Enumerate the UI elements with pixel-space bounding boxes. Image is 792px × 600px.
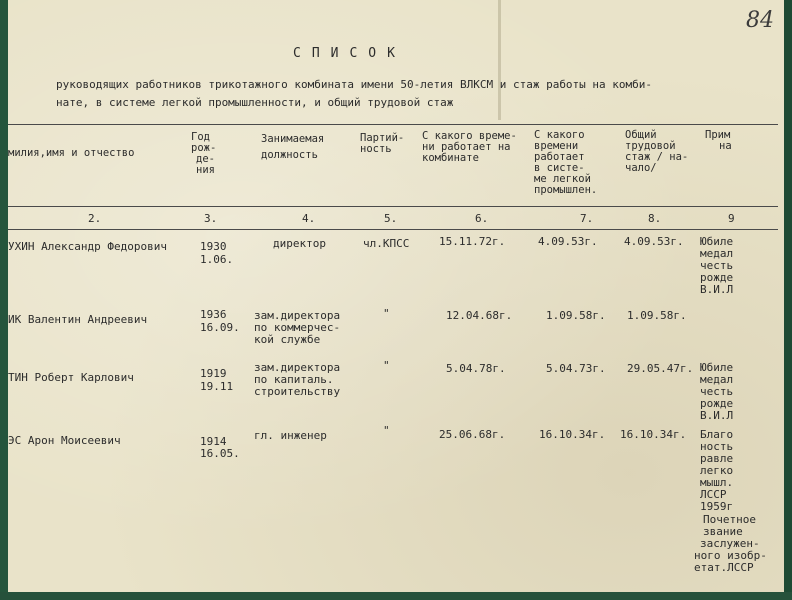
row-total: 1.09.58г. (627, 309, 687, 322)
header-at-plant-1: С какого време- (422, 130, 517, 142)
row-position-2: по капиталь. (254, 373, 334, 386)
column-number-6: 6. (475, 212, 489, 225)
row-note-5: мышл. (700, 476, 734, 489)
header-total-4: чало/ (625, 162, 657, 174)
row-total: 29.05.47г. (627, 362, 694, 375)
row-in-industry: 1.09.58г. (546, 309, 606, 322)
header-industry-3: работает (534, 151, 585, 163)
header-born-2: рож- (191, 142, 217, 154)
row-born-year: 1936 (200, 308, 227, 321)
row-note-7: 1959г (700, 500, 734, 513)
row-note-11: ного изобр- (694, 549, 767, 562)
row-name: ТИН Роберт Карлович (8, 371, 134, 384)
row-note-2: медал (700, 373, 734, 386)
row-total: 4.09.53г. (624, 235, 684, 248)
row-note-2: ность (700, 440, 734, 453)
row-position-2: по коммерчес- (254, 321, 341, 334)
row-born-year: 1914 (200, 435, 227, 448)
column-number-2: 2. (88, 212, 102, 225)
row-born-day: 16.09. (200, 321, 240, 334)
row-note-4: рожде (700, 271, 734, 284)
header-industry-6: промышлен. (534, 184, 598, 196)
row-party: чл.КПСС (363, 237, 410, 250)
row-note-1: Юбиле (700, 361, 734, 374)
row-born-year: 1919 (200, 367, 227, 380)
row-note-4: рожде (700, 397, 734, 410)
row-note-8: Почетное (703, 513, 756, 526)
header-born-3: де- (196, 153, 215, 165)
row-in-industry: 4.09.53г. (538, 235, 598, 248)
column-number-7: 7. (580, 212, 594, 225)
row-born-day: 16.05. (200, 447, 240, 460)
column-number-8: 8. (648, 212, 662, 225)
row-name: ЭС Арон Моисеевич (8, 434, 121, 447)
header-total-2: трудовой (625, 140, 676, 152)
row-name: УХИН Александр Федорович (8, 240, 167, 253)
row-position-1: зам.директора (254, 309, 341, 322)
row-position: гл. инженер (254, 429, 327, 442)
header-party-2: ность (360, 143, 392, 155)
scan-border-right (784, 0, 792, 600)
table-header-rule (8, 206, 778, 207)
row-position-3: строительству (254, 385, 341, 398)
row-born-day: 19.11 (200, 380, 234, 393)
row-party: " (383, 307, 390, 320)
header-position-1: Занимаемая (261, 133, 325, 145)
row-name: ИК Валентин Андреевич (8, 313, 148, 326)
header-industry-5: ме легкой (534, 173, 591, 185)
header-party-1: Партий- (360, 132, 405, 144)
row-at-plant: 12.04.68г. (446, 309, 513, 322)
page-number: 84 (746, 8, 774, 33)
header-at-plant-2: ни работает на (422, 141, 511, 153)
row-note-3: честь (700, 385, 734, 398)
header-industry-2: времени (534, 140, 579, 152)
document-subtitle-line2: нате, в системе легкой промышленности, и общий трудовой стаж (56, 96, 454, 109)
row-at-plant: 15.11.72г. (439, 235, 506, 248)
row-note-6: ЛССР (700, 488, 727, 501)
header-industry-1: С какого (534, 129, 585, 141)
header-born-4: ния (196, 164, 215, 176)
row-in-industry: 5.04.73г. (546, 362, 606, 375)
row-note-2: медал (700, 247, 734, 260)
document-subtitle-line1: руководящих работников трикотажного комбината имени 50-летия ВЛКСМ и стаж работы на комби- (56, 78, 653, 91)
header-total-3: стаж / на- (625, 151, 689, 163)
row-at-plant: 5.04.78г. (446, 362, 506, 375)
row-note-12: етат.ЛССР (694, 561, 754, 574)
document-title: СПИСОК (293, 46, 406, 61)
row-party: " (383, 359, 390, 372)
row-in-industry: 16.10.34г. (539, 428, 606, 441)
row-born-year: 1930 (200, 240, 227, 253)
header-position-2: должность (261, 149, 318, 161)
header-note-1: Прим (705, 129, 731, 141)
row-at-plant: 25.06.68г. (439, 428, 506, 441)
header-born-1: Год (191, 131, 210, 143)
row-note-3: равле (700, 452, 734, 465)
table-numbers-rule (8, 229, 778, 230)
header-industry-4: в систе- (534, 162, 585, 174)
column-number-4: 4. (302, 212, 316, 225)
column-number-3: 3. (204, 212, 218, 225)
scan-border-left (0, 0, 8, 600)
column-number-5: 5. (384, 212, 398, 225)
row-note-4: легко (700, 464, 734, 477)
row-total: 16.10.34г. (620, 428, 687, 441)
header-at-plant-3: комбинате (422, 152, 479, 164)
row-position: директор (273, 237, 326, 250)
row-note-5: В.И.Л (700, 283, 734, 296)
header-name: милия,имя и отчество (8, 147, 135, 159)
column-number-9: 9 (728, 212, 735, 225)
row-born-day: 1.06. (200, 253, 234, 266)
row-position-3: кой службе (254, 333, 321, 346)
scan-border-bottom (0, 592, 792, 600)
paper-fold (498, 0, 501, 120)
row-note-5: В.И.Л (700, 409, 734, 422)
row-note-10: заслужен- (700, 537, 760, 550)
row-note-9: звание (703, 525, 743, 538)
table-top-rule (8, 124, 778, 125)
header-total-1: Общий (625, 129, 657, 141)
row-party: " (383, 424, 390, 437)
document-page (8, 0, 784, 592)
row-note-1: Благо (700, 428, 734, 441)
header-note-2: на (719, 140, 732, 152)
row-note-3: честь (700, 259, 734, 272)
row-note-1: Юбиле (700, 235, 734, 248)
row-position-1: зам.директора (254, 361, 341, 374)
